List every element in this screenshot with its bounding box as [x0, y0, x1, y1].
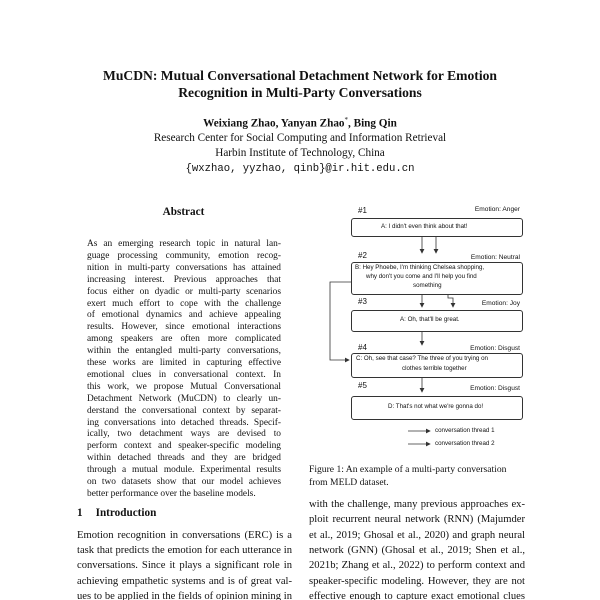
- utterance-2-number: #2: [358, 251, 367, 260]
- abstract-line: derstand the conversational context by separat-: [87, 405, 281, 416]
- intro-right-line: 2021b; Zhang et al., 2022) to perform context and: [309, 560, 525, 572]
- author-names: Weixiang Zhao, Yanyan Zhao: [203, 117, 345, 130]
- utterance-2-text-line-2: why don't you come and I'll help you find: [366, 273, 477, 280]
- abstract-line: Detachment Network (MuCDN) to clearly un-: [87, 393, 281, 404]
- abstract-line: among speakers are often more complicated: [87, 334, 281, 345]
- utterance-5-number: #5: [358, 381, 367, 390]
- intro-right-line: ploit recurrent neural network (RNN) (Majumder: [309, 514, 525, 526]
- intro-right-line: network (GNN) (Ghosal et al., 2019; Shen et al.,: [309, 544, 525, 556]
- abstract-line: ically, two detachment ways are devised to: [87, 429, 281, 440]
- utterance-2-emotion: Emotion: Neutral: [470, 254, 520, 261]
- intro-right-line: et al., 2019; Ghosal et al., 2020) and graph neural: [309, 529, 525, 541]
- abstract-line: nition in multi-party conversations has attained: [87, 262, 281, 273]
- utterance-4-number: #4: [358, 343, 367, 352]
- intro-right-line: effective enough to capture exact emotional clues: [309, 590, 525, 600]
- intro-right-line: speaker-specific modeling. However, they are not: [309, 575, 525, 587]
- corresponding-author-mark: *: [344, 116, 349, 124]
- utterance-5-emotion: Emotion: Disgust: [470, 385, 520, 392]
- utterance-5-text: D: That's not what we're gonna do!: [388, 403, 484, 410]
- figure-1: [318, 203, 524, 455]
- utterance-4-emotion: Emotion: Disgust: [470, 345, 520, 352]
- intro-heading: [77, 508, 156, 519]
- abstract-line: this work, we propose Mutual Conversational: [87, 381, 281, 392]
- author-emails: [0, 163, 600, 175]
- abstract-line: As an emerging research topic in natural lan-: [87, 239, 281, 249]
- intro-left-line: task that predicts the emotion for each utterance in: [77, 545, 292, 557]
- abstract-line: of emotional dynamics and achieve appealing: [87, 310, 281, 321]
- abstract-line: within the entangled multi-party conversations,: [87, 346, 281, 357]
- legend-thread-1-label: conversation thread 1: [435, 427, 495, 434]
- utterance-2-text-line-1: B: Hey Phoebe, I'm thinking Chelsea shopping,: [355, 264, 485, 271]
- affiliation: Research Center for Social Computing and Information Retrieval: [153, 132, 447, 144]
- abstract-line: within detached threads and they are bridged: [87, 453, 281, 464]
- figure-caption-line-1: Figure 1: An example of a multi-party conversation: [309, 464, 507, 475]
- paper-title-line-1: MuCDN: Mutual Conversational Detachment Network for Emotion: [103, 68, 497, 83]
- abstract-line: on two datasets show that our model achieves: [87, 477, 281, 487]
- utterance-1-number: #1: [358, 206, 367, 215]
- arrow-thread-2-loop: [330, 282, 351, 360]
- utterance-4-text-line-1: C: Oh, see that case? The three of you trying on: [356, 355, 488, 362]
- intro-left-line: achieving empathetic systems and is of great val-: [77, 575, 292, 587]
- abstract-line: exert much effort to cope with the challenge: [87, 298, 281, 309]
- intro-left-line: conversations. Since it plays a significant role in: [77, 560, 292, 572]
- utterance-1-text: A: I didn't even think about that!: [381, 223, 468, 230]
- email-addresses: {wxzhao, yyzhao, qinb}@ir.hit.edu.cn: [185, 163, 415, 175]
- paper-title-line-2: Recognition in Multi-Party Conversations: [178, 85, 422, 100]
- abstract-line: focus either on dyadic or multi-party scenarios: [87, 286, 281, 297]
- utterance-4-text-line-2: clothes terrible together: [402, 365, 467, 372]
- institution: Harbin Institute of Technology, China: [215, 147, 385, 159]
- abstract-heading: Abstract: [162, 206, 205, 218]
- abstract-line: emotional clues in conversational context. In: [87, 369, 281, 380]
- abstract-line: through a mutual module. Experimental results: [87, 465, 281, 476]
- utterance-3-emotion: Emotion: Joy: [481, 300, 520, 307]
- abstract-line: better performance over the baseline models.: [87, 488, 256, 499]
- abstract-line: ing conversations into detached threads. Specif-: [87, 417, 281, 428]
- utterance-1-emotion: Emotion: Anger: [474, 206, 520, 213]
- abstract-line: perform context and speaker-specific modeling: [87, 441, 281, 452]
- legend-thread-2-label: conversation thread 2: [435, 440, 495, 447]
- figure-caption-line-2: from MELD dataset.: [309, 477, 389, 488]
- utterance-3-text: A: Oh, that'll be great.: [400, 316, 460, 323]
- abstract-line: results. However, since emotional interactions: [87, 322, 281, 333]
- intro-section-title: Introduction: [95, 507, 157, 519]
- author-names-tail: , Bing Qin: [348, 117, 397, 130]
- abstract-line: these works are limited in capturing effective: [87, 358, 281, 368]
- author-list: [0, 117, 600, 130]
- utterance-2-text-line-3: something: [413, 282, 442, 289]
- intro-section-number: 1: [77, 507, 83, 519]
- abstract-line: guage processing community, emotion recog-: [87, 250, 281, 261]
- intro-left-line: Emotion recognition in conversations (ERC) is a: [77, 530, 292, 541]
- abstract-line: increasing interest. Previous approaches that: [87, 274, 281, 285]
- utterance-3-number: #3: [358, 297, 367, 306]
- intro-right-line: with the challenge, many previous approaches ex-: [309, 499, 525, 510]
- intro-left-line: ues to be applied in the fields of opinion mining in: [77, 590, 292, 600]
